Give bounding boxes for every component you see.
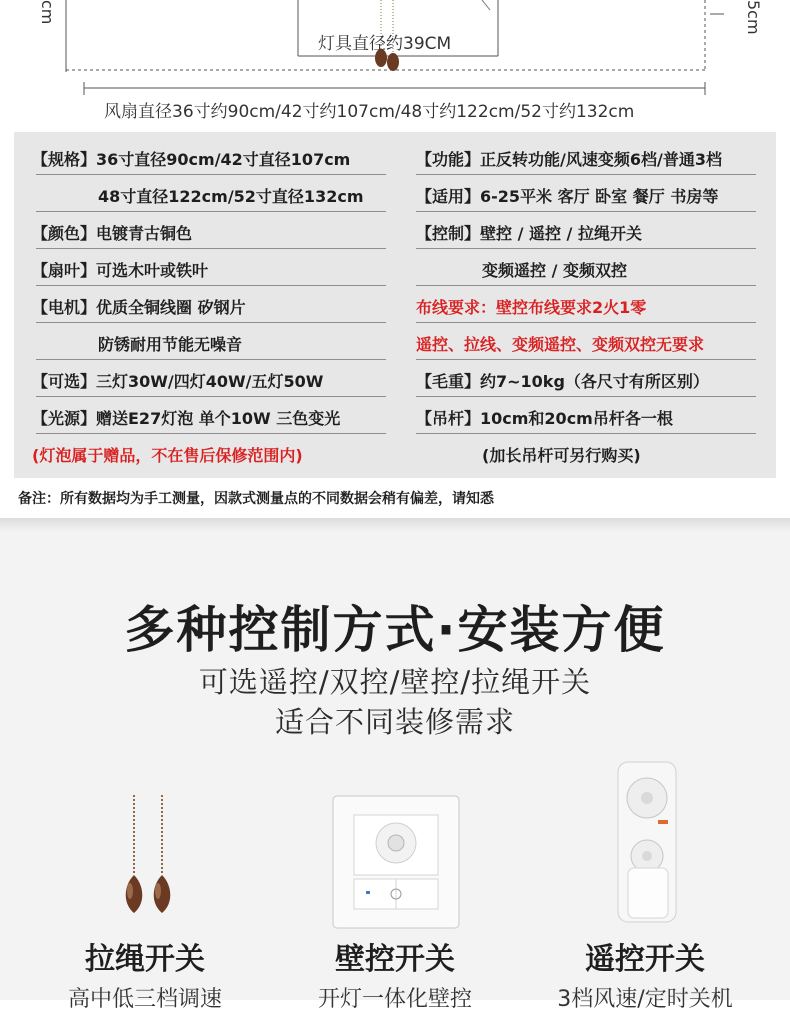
divider: [416, 359, 756, 360]
measurement-note: 备注：所有数据均为手工测量，因款式测量点的不同数据会稍有偏差，请知悉: [18, 491, 494, 507]
spec-right-row: 【控制】壁控 / 遥控 / 拉绳开关: [416, 224, 642, 243]
divider: [36, 285, 386, 286]
spec-left-row: 【扇叶】可选木叶或铁叶: [32, 261, 209, 280]
wall-switch-title: 壁控开关: [335, 942, 455, 977]
spec-left-row: 48寸直径122cm/52寸直径132cm: [98, 187, 364, 206]
pull-chain-icon: [110, 795, 190, 930]
divider: [36, 396, 386, 397]
divider: [36, 248, 386, 249]
spec-right-row: 【适用】6-25平米 客厅 卧室 餐厅 书房等: [416, 187, 719, 206]
spec-left-row: 防锈耐用节能无噪音: [98, 335, 243, 354]
section-subtitle-2: 适合不同装修需求: [274, 705, 515, 739]
spec-left-row: 【颜色】电镀青古铜色: [32, 224, 193, 243]
spec-table: [14, 132, 776, 478]
divider: [36, 174, 386, 175]
wiring-requirement: 布线要求：壁控布线要求2火1零: [416, 298, 647, 317]
spec-left-row: 【电机】优质全铜线圈 矽钢片: [32, 298, 246, 317]
divider: [416, 285, 756, 286]
spec-right-row: 变频遥控 / 变频双控: [482, 261, 627, 280]
spec-left-row: 【光源】赠送E27灯泡 单个10W 三色变光: [32, 409, 341, 428]
section-title: 多种控制方式·安装方便: [124, 601, 666, 659]
wiring-requirement-2: 遥控、拉线、变频遥控、变频双控无要求: [416, 335, 705, 354]
remote-control-icon: [612, 760, 684, 925]
divider: [416, 396, 756, 397]
section-subtitle-1: 可选遥控/双控/壁控/拉绳开关: [198, 665, 592, 699]
divider: [36, 433, 386, 434]
spec-right-row: 【毛重】约7~10kg（各尺寸有所区别）: [416, 372, 709, 391]
remote-control-desc: 3档风速/定时关机: [557, 987, 733, 1012]
divider: [416, 248, 756, 249]
spec-left-row: 【可选】三灯30W/四灯40W/五灯50W: [32, 372, 324, 391]
spec-right-row: 【功能】正反转功能/风速变频6档/普通3档: [416, 150, 722, 169]
remote-control-title: 遥控开关: [585, 942, 705, 977]
spec-left-row: 【规格】36寸直径90cm/42寸直径107cm: [32, 150, 351, 169]
divider: [416, 433, 756, 434]
bulb-warranty-note: (灯泡属于赠品，不在售后保修范围内): [32, 446, 303, 465]
wall-switch-desc: 开灯一体化壁控: [317, 987, 472, 1012]
divider: [36, 359, 386, 360]
divider: [416, 174, 756, 175]
section-shadow: [0, 518, 790, 532]
spec-right-row: 【吊杆】10cm和20cm吊杆各一根: [416, 409, 673, 428]
divider: [36, 211, 386, 212]
pull-chain-desc: 高中低三档调速: [67, 987, 222, 1012]
pull-chain-title: 拉绳开关: [85, 942, 205, 977]
divider: [416, 322, 756, 323]
wall-switch-icon: [332, 795, 460, 930]
divider: [36, 322, 386, 323]
fixture-diameter-label: 灯具直径约39CM: [318, 34, 452, 54]
fan-diameter-label: 风扇直径36寸约90cm/42寸约107cm/48寸约122cm/52寸约132cm: [104, 102, 635, 122]
spec-right-row: (加长吊杆可另行购买): [482, 446, 641, 465]
right-edge-label: 5cm: [744, 0, 763, 35]
left-edge-label: cm: [38, 0, 57, 25]
divider: [416, 211, 756, 212]
